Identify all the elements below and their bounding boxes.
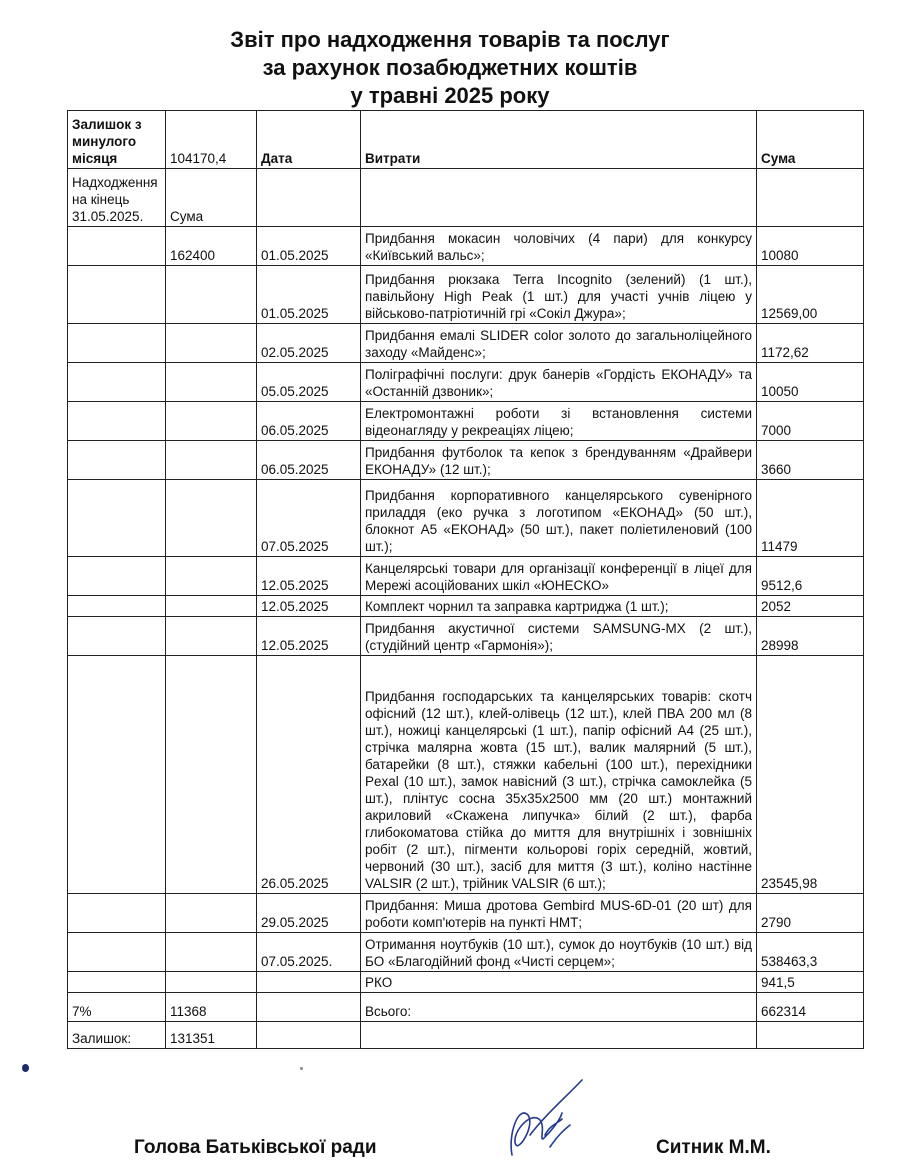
balance-value: 131351	[166, 1022, 257, 1049]
expense-sum: 2052	[757, 596, 864, 617]
expense-row	[68, 227, 864, 266]
expense-sum: 7000	[757, 402, 864, 441]
expense-sum: 23545,98	[757, 656, 864, 894]
expense-description: Придбання футболок та кепок з брендуванням «Драйвери ЕКОНАДУ» (12 шт.);	[361, 441, 757, 480]
sum-header: Сума	[757, 111, 864, 169]
percent-label: 7%	[68, 993, 166, 1022]
income-label: Надходження на кінець 31.05.2025.	[68, 169, 166, 227]
balance-row	[68, 1022, 864, 1049]
expense-date: 02.05.2025	[257, 324, 361, 363]
expense-description: Придбання: Миша дротова Gembird MUS-6D-01 (20 шт) для роботи комп'ютерів на пункті НМТ;	[361, 894, 757, 933]
income-sum-label: Сума	[166, 169, 257, 227]
expense-description: Придбання господарських та канцелярських товарів: скотч офісний (12 шт.), клей-олівець (12 шт.), клей ПВА 200 мл (8 шт.), ножиці канцелярські (1 шт.), папір офісний А4 (25 шт.), стрічка малярна жовта (15 шт.), валик малярний (5 шт.), батарейки (8 шт.), стяжки кабельні (100 шт.), перехідники Pexal (10 шт.), замок навісний (3 шт.), стрічка самоклейка (5 шт.), плінтус сосна 35х35х2500 мм (20 шт.) монтажний акриловий «Скажена липучка» білий (2 шт.), фарба глибокоматова стійка до миття для внутрішніх і зовнішніх робіт (2 шт.), пігменти кольорові горіх середній, жовтий, червоний (30 шт.), засіб для миття (3 шт.), коліно настінне VALSIR (2 шт.), трійник VALSIR (6 шт.);	[361, 656, 757, 894]
report-table	[67, 110, 864, 1049]
balance-label: Залишок:	[68, 1022, 166, 1049]
report-title	[0, 26, 900, 110]
title-line-2: за рахунок позабюджетних коштів	[262, 55, 638, 80]
expense-description: Канцелярські товари для організації конференції в ліцеї для Мережі асоційованих шкіл «ЮНЕСКО»	[361, 557, 757, 596]
expense-sum: 12569,00	[757, 266, 864, 324]
prev-balance-label: Залишок з минулого місяця	[68, 111, 166, 169]
expense-date: 06.05.2025	[257, 441, 361, 480]
expense-date	[257, 972, 361, 993]
expense-row	[68, 656, 864, 894]
expense-date: 12.05.2025	[257, 617, 361, 656]
expense-description: Отримання ноутбуків (10 шт.), сумок до ноутбуків (10 шт.) від БО «Благодійний фонд «Чисті серцем»;	[361, 933, 757, 972]
title-line-3: у травні 2025 року	[350, 83, 550, 108]
expense-sum: 3660	[757, 441, 864, 480]
expense-sum: 538463,3	[757, 933, 864, 972]
expense-row	[68, 596, 864, 617]
expense-description: Придбання емалі SLIDER color золото до загальноліцейного заходу «Майденс»;	[361, 324, 757, 363]
total-row	[68, 993, 864, 1022]
expense-row	[68, 324, 864, 363]
expense-date: 12.05.2025	[257, 557, 361, 596]
expense-row	[68, 402, 864, 441]
expense-sum: 1172,62	[757, 324, 864, 363]
expense-sum: 10050	[757, 363, 864, 402]
income-amount: 162400	[166, 227, 257, 266]
footer-name: Ситник М.М.	[656, 1137, 771, 1158]
expense-row	[68, 933, 864, 972]
date-header: Дата	[257, 111, 361, 169]
expense-date: 26.05.2025	[257, 656, 361, 894]
expense-sum: 9512,6	[757, 557, 864, 596]
header-row	[68, 111, 864, 169]
expense-row	[68, 266, 864, 324]
total-value: 662314	[757, 993, 864, 1022]
expense-row	[68, 894, 864, 933]
expense-description: РКО	[361, 972, 757, 993]
expense-description: Придбання корпоративного канцелярського сувенірного приладдя (еко ручка з логотипом «ЕКОНАД» (50 шт.), блокнот А5 «ЕКОНАД» (50 шт.), пакет поліетиленовий (100 шт.);	[361, 480, 757, 557]
prev-balance-value: 104170,4	[166, 111, 257, 169]
expense-description: Придбання акустичної системи SAMSUNG-MX (2 шт.), (студійний центр «Гармонія»);	[361, 617, 757, 656]
expense-description: Придбання мокасин чоловічих (4 пари) для конкурсу «Київський вальс»;	[361, 227, 757, 266]
expense-sum: 11479	[757, 480, 864, 557]
ink-dot-small	[300, 1067, 303, 1070]
expense-date: 12.05.2025	[257, 596, 361, 617]
expense-description: Комплект чорнил та заправка картриджа (1 шт.);	[361, 596, 757, 617]
footer-position: Голова Батьківської ради	[134, 1137, 377, 1158]
title-line-1: Звіт про надходження товарів та послуг	[230, 27, 670, 52]
total-label: Всього:	[361, 993, 757, 1022]
percent-value: 11368	[166, 993, 257, 1022]
expense-date: 06.05.2025	[257, 402, 361, 441]
ink-dot	[22, 1064, 29, 1072]
expense-description: Поліграфічні послуги: друк банерів «Гордість ЕКОНАДУ» та «Останній дзвоник»;	[361, 363, 757, 402]
expense-date: 29.05.2025	[257, 894, 361, 933]
expense-row	[68, 617, 864, 656]
expense-sum: 941,5	[757, 972, 864, 993]
expense-sum: 2790	[757, 894, 864, 933]
expense-row	[68, 972, 864, 993]
expense-date: 05.05.2025	[257, 363, 361, 402]
expense-row	[68, 557, 864, 596]
expense-row	[68, 441, 864, 480]
expense-row	[68, 363, 864, 402]
expense-description: Придбання рюкзака Terra Incognito (зелений) (1 шт.), павільйону High Peak (1 шт.) для участі учнів ліцею у військово-патріотичній грі «Сокіл Джура»;	[361, 266, 757, 324]
signature	[490, 1075, 590, 1160]
expense-date: 07.05.2025	[257, 480, 361, 557]
expense-description: Електромонтажні роботи зі встановлення системи відеонагляду у рекреаціях ліцею;	[361, 402, 757, 441]
income-label-row	[68, 169, 864, 227]
expense-date: 01.05.2025	[257, 266, 361, 324]
expense-sum: 28998	[757, 617, 864, 656]
expense-date: 01.05.2025	[257, 227, 361, 266]
expenses-header: Витрати	[361, 111, 757, 169]
expense-date: 07.05.2025.	[257, 933, 361, 972]
expense-row	[68, 480, 864, 557]
expense-sum: 10080	[757, 227, 864, 266]
